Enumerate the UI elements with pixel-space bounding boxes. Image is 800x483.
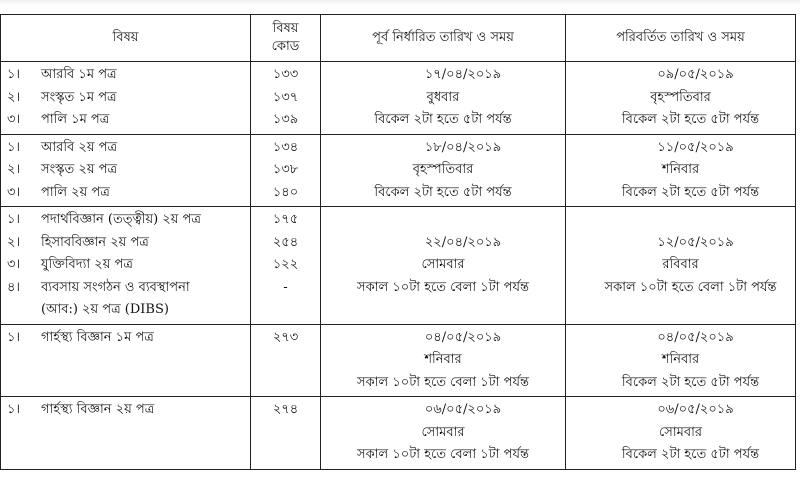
revised-time: বিকেল ২টা হতে ৫টা পর্যন্ত — [621, 374, 760, 390]
original-day: সোমবার — [421, 257, 465, 272]
subject-number: ২। — [7, 162, 21, 177]
header-subject-code — [251, 15, 321, 62]
original-time: সকাল ১০টা হতে বেলা ১টা পর্যন্ত — [357, 447, 529, 462]
revised-datetime-cell — [566, 207, 796, 325]
subject-name: পদার্থবিজ্ঞান (তত্ত্বীয়) ২য় পত্র — [41, 212, 201, 227]
revised-day: শনিবার — [661, 162, 700, 177]
subject-number: ৩। — [7, 184, 21, 200]
revised-date: ০৯/০৫/২০১৯ — [657, 67, 734, 82]
revised-day: সোমবার — [658, 424, 702, 440]
original-day: শনিবার — [424, 352, 462, 367]
subject-cell — [1, 62, 251, 135]
revised-time: সকাল ১০টা হতে বেলা ১টা পর্যন্ত — [604, 279, 777, 295]
code-cell — [251, 397, 321, 470]
table-row — [1, 397, 796, 470]
original-datetime-cell — [321, 324, 566, 397]
subject-number: ৩। — [7, 112, 21, 127]
subject-code: ১৩৯ — [272, 112, 299, 127]
subject-number: ২। — [7, 234, 21, 250]
subject-number: ১। — [7, 212, 21, 227]
original-date: ০৪/০৫/২০১৯ — [424, 329, 502, 345]
original-day: বৃহস্পতিবার — [412, 162, 474, 177]
subject-name: পালি ১ম পত্র — [41, 112, 110, 127]
original-date: ১৭/০৪/২০১৯ — [424, 67, 502, 82]
revised-date: ১১/০৫/২০১৯ — [657, 139, 734, 155]
original-datetime-cell — [321, 62, 566, 135]
subject-name: ব্যবসায় সংগঠন ও ব্যবস্থাপনা — [41, 279, 190, 295]
original-time: সকাল ১০টা হতে বেলা ১টা পর্যন্ত — [357, 279, 529, 295]
revised-datetime-cell — [566, 397, 796, 470]
table-row — [1, 324, 796, 397]
original-datetime-cell — [321, 397, 566, 470]
revised-time: বিকেল ২টা হতে ৫টা পর্যন্ত — [621, 447, 760, 462]
original-datetime-cell — [321, 134, 566, 207]
revised-day: বৃহস্পতিবার — [650, 89, 711, 105]
original-date: ০৬/০৫/২০১৯ — [424, 402, 502, 417]
code-cell — [251, 134, 321, 207]
subject-code: ১৭৫ — [272, 212, 299, 227]
revised-time: বিকেল ২টা হতে ৫টা পর্যন্ত — [621, 112, 760, 127]
subject-code: ১৩৭ — [272, 89, 299, 105]
original-date: ২২/০৪/২০১৯ — [424, 234, 502, 250]
subject-name: গার্হস্থ্য বিজ্ঞান ১ম পত্র — [41, 329, 154, 345]
header-original-datetime: পূর্ব নির্ধারিত তারিখ ও সময় — [321, 15, 566, 62]
subject-number: ৩। — [7, 257, 21, 272]
subject-cell — [1, 397, 251, 470]
revised-datetime-cell — [566, 134, 796, 207]
original-date: ১৮/০৪/২০১৯ — [424, 139, 502, 155]
subject-code: ২৭৩ — [272, 329, 299, 345]
subject-cell — [1, 207, 251, 325]
original-time: সকাল ১০টা হতে বেলা ১টা পর্যন্ত — [357, 374, 529, 390]
table-row — [1, 62, 796, 135]
subject-code: ১৩৩ — [272, 67, 299, 82]
subject-code: ২৫৪ — [272, 234, 299, 250]
revised-datetime-cell — [566, 324, 796, 397]
header-code-line2: কোড — [271, 39, 300, 54]
subject-name: সংস্কৃত ১ম পত্র — [41, 89, 117, 105]
subject-number: ১। — [7, 139, 21, 155]
subject-number: ৪। — [7, 279, 21, 295]
subject-name: আরবি ২য় পত্র — [41, 139, 118, 155]
revised-time: বিকেল ২টা হতে ৫টা পর্যন্ত — [621, 184, 760, 200]
subject-name: পালি ২য় পত্র — [41, 184, 110, 200]
subject-name: আরবি ১ম পত্র — [41, 67, 117, 82]
revised-day: রবিবার — [662, 257, 699, 272]
code-cell — [251, 324, 321, 397]
revised-datetime-cell — [566, 62, 796, 135]
subject-code: ১৪০ — [272, 184, 299, 200]
subject-number — [1, 299, 33, 322]
subject-code: ১৩৪ — [272, 139, 299, 155]
original-time: বিকেল ২টা হতে ৫টা পর্যন্ত — [374, 112, 512, 127]
subject-name: যুক্তিবিদ্যা ২য় পত্র — [41, 257, 133, 272]
original-day: বুধবার — [426, 89, 460, 105]
subject-number: ১। — [7, 402, 21, 417]
subject-number: ২। — [7, 89, 21, 105]
subject-cell — [1, 324, 251, 397]
subject-name: সংস্কৃত ২য় পত্র — [41, 162, 118, 177]
subject-cell — [1, 134, 251, 207]
subject-code: ২৭৪ — [272, 402, 299, 417]
subject-name: গার্হস্থ্য বিজ্ঞান ২য় পত্র — [41, 402, 155, 417]
original-datetime-cell — [321, 207, 566, 325]
code-cell — [251, 207, 321, 325]
subject-name: হিসাববিজ্ঞান ২য় পত্র — [41, 234, 149, 250]
subject-code: ১৩৮ — [272, 162, 299, 177]
subject-number: ১। — [7, 329, 21, 345]
revised-day: শনিবার — [661, 352, 700, 367]
subject-number: ১। — [7, 67, 21, 82]
code-cell — [251, 62, 321, 135]
table-row — [1, 134, 796, 207]
header-subject: বিষয় — [1, 15, 251, 62]
subject-code: - — [283, 279, 288, 295]
subject-code: ১২২ — [272, 257, 299, 272]
revised-date: ১২/০৫/২০১৯ — [657, 234, 734, 250]
header-revised-datetime: পরিবর্তিত তারিখ ও সময় — [566, 15, 796, 62]
header-code-line1: বিষয় — [272, 21, 299, 36]
original-day: সোমবার — [421, 424, 465, 440]
table-row — [1, 207, 796, 325]
revised-date: ০৬/০৫/২০১৯ — [657, 402, 734, 417]
original-time: বিকেল ২টা হতে ৫টা পর্যন্ত — [374, 184, 512, 200]
top-cropped-edge — [0, 0, 800, 6]
table-header-row — [1, 15, 796, 62]
exam-schedule-table — [0, 14, 796, 470]
revised-date: ০৪/০৫/২০১৯ — [657, 329, 734, 345]
subject-code — [251, 299, 320, 322]
subject-name: (আব:) ২য় পত্র (DIBS) — [41, 302, 169, 317]
